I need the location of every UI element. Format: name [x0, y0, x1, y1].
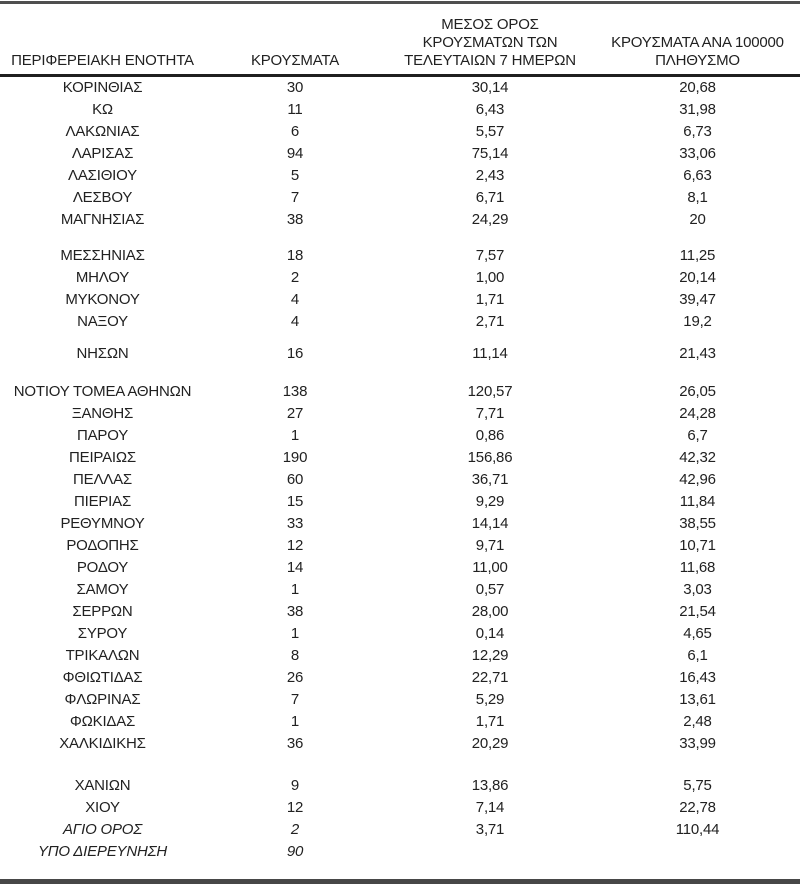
table-row — [0, 425, 800, 447]
column-header-region — [0, 52, 205, 70]
table-row — [0, 381, 800, 403]
table-row — [0, 797, 800, 819]
column-header-region-label: ΠΕΡΙΦΕΡΕΙΑΚΗ ΕΝΟΤΗΤΑ — [11, 52, 194, 69]
cases-cell: 190 — [282, 449, 308, 466]
per100k-cell: 6,1 — [687, 647, 708, 664]
cases-cell: 8 — [290, 647, 300, 664]
table-row — [0, 187, 800, 209]
per100k-cell: 38,55 — [679, 515, 716, 532]
table-row — [0, 645, 800, 667]
avg7-cell: 120,57 — [467, 383, 513, 400]
region-cell: ΠΕΛΛΑΣ — [73, 471, 132, 488]
region-cell: ΜΥΚΟΝΟΥ — [65, 291, 140, 308]
table-row — [0, 143, 800, 165]
region-cell: ΣΥΡΟΥ — [77, 625, 128, 642]
region-cell: ΦΘΙΩΤΙΔΑΣ — [62, 669, 143, 686]
per100k-cell: 39,47 — [679, 291, 716, 308]
cases-cell: 26 — [286, 669, 304, 686]
per100k-cell: 26,05 — [679, 383, 716, 400]
cases-cell: 6 — [290, 123, 300, 140]
table-row — [0, 343, 800, 365]
cases-cell: 94 — [286, 145, 304, 162]
bottom-border-bar — [0, 879, 800, 884]
table-row — [0, 289, 800, 311]
avg7-cell: 75,14 — [471, 145, 509, 162]
avg7-cell: 5,29 — [475, 691, 505, 708]
cases-cell: 38 — [286, 211, 304, 228]
avg7-cell: 0,57 — [475, 581, 505, 598]
column-header-per100k — [595, 34, 800, 70]
per100k-cell: 22,78 — [679, 799, 716, 816]
table-row — [0, 491, 800, 513]
cases-cell: 4 — [290, 313, 300, 330]
region-cell: ΝΟΤΙΟΥ ΤΟΜΕΑ ΑΘΗΝΩΝ — [13, 383, 192, 400]
region-cell: ΝΗΣΩΝ — [76, 345, 129, 362]
cases-cell: 38 — [286, 603, 304, 620]
column-header-cases — [205, 52, 385, 70]
avg7-cell: 7,71 — [475, 405, 505, 422]
cases-cell: 138 — [282, 383, 308, 400]
avg7-cell: 7,57 — [475, 247, 505, 264]
region-cell: ΛΕΣΒΟΥ — [72, 189, 133, 206]
table-row — [0, 403, 800, 425]
region-cell: ΚΩ — [92, 101, 113, 118]
cases-cell: 2 — [290, 821, 300, 838]
avg7-cell: 28,00 — [471, 603, 509, 620]
cases-cell: 15 — [286, 493, 304, 510]
avg7-cell: 3,71 — [475, 821, 505, 838]
per100k-cell: 10,71 — [679, 537, 716, 554]
region-cell: ΤΡΙΚΑΛΩΝ — [65, 647, 140, 664]
column-header-per100k-line2: ΠΛΗΘΥΣΜΟ — [655, 52, 740, 69]
per100k-cell: 19,2 — [683, 313, 712, 330]
table-row — [0, 267, 800, 289]
per100k-cell: 24,28 — [679, 405, 716, 422]
per100k-cell: 6,7 — [687, 427, 708, 444]
column-header-per100k-line1: ΚΡΟΥΣΜΑΤΑ ΑΝΑ 100000 — [611, 34, 784, 51]
per100k-cell: 42,32 — [679, 449, 716, 466]
region-cell: ΦΛΩΡΙΝΑΣ — [64, 691, 141, 708]
table-body — [0, 77, 800, 863]
cases-cell: 1 — [290, 713, 300, 730]
avg7-cell: 13,86 — [471, 777, 509, 794]
avg7-cell: 14,14 — [471, 515, 509, 532]
avg7-cell: 156,86 — [467, 449, 513, 466]
cases-cell: 1 — [290, 427, 300, 444]
region-cell: ΣΑΜΟΥ — [76, 581, 129, 598]
per100k-cell: 2,48 — [683, 713, 712, 730]
table-row — [0, 711, 800, 733]
cases-cell: 12 — [286, 799, 304, 816]
table-row — [0, 245, 800, 267]
column-header-avg7-line1: ΜΕΣΟΣ ΟΡΟΣ — [441, 16, 539, 33]
table-row — [0, 579, 800, 601]
avg7-cell: 6,71 — [475, 189, 505, 206]
per100k-cell: 20 — [689, 211, 706, 228]
region-cell: ΠΕΙΡΑΙΩΣ — [69, 449, 136, 466]
cases-cell: 11 — [287, 101, 303, 118]
region-cell: ΞΑΝΘΗΣ — [71, 405, 134, 422]
column-header-avg7 — [385, 16, 595, 70]
avg7-cell: 9,71 — [475, 537, 505, 554]
region-cell: ΝΑΞΟΥ — [77, 313, 128, 330]
per100k-cell: 33,06 — [679, 145, 716, 162]
region-cell: ΚΟΡΙΝΘΙΑΣ — [62, 79, 143, 96]
table-row — [0, 447, 800, 469]
cases-cell: 18 — [286, 247, 304, 264]
region-cell: ΑΓΙΟ ΟΡΟΣ — [62, 821, 143, 838]
region-cell: ΧΑΝΙΩΝ — [74, 777, 131, 794]
avg7-cell: 6,43 — [475, 101, 505, 118]
cases-cell: 14 — [286, 559, 304, 576]
table-row — [0, 513, 800, 535]
avg7-cell — [385, 841, 595, 863]
per100k-cell: 8,1 — [687, 189, 708, 206]
table-row — [0, 667, 800, 689]
avg7-cell: 7,14 — [475, 799, 505, 816]
avg7-cell: 36,71 — [471, 471, 509, 488]
per100k-cell: 11,25 — [679, 247, 716, 264]
table-row — [0, 841, 800, 863]
cases-cell: 60 — [286, 471, 304, 488]
region-cell: ΠΙΕΡΙΑΣ — [73, 493, 132, 510]
cases-cell: 5 — [290, 167, 300, 184]
per100k-cell: 11,84 — [679, 493, 716, 510]
per100k-cell: 6,63 — [683, 167, 712, 184]
avg7-cell: 1,71 — [475, 291, 505, 308]
avg7-cell: 9,29 — [475, 493, 505, 510]
table-row — [0, 99, 800, 121]
cases-cell: 30 — [286, 79, 304, 96]
region-cell: ΧΙΟΥ — [85, 799, 120, 816]
region-cell: ΠΑΡΟΥ — [76, 427, 129, 444]
cases-cell: 16 — [286, 345, 304, 362]
table-row — [0, 165, 800, 187]
column-header-cases-label: ΚΡΟΥΣΜΑΤΑ — [250, 52, 340, 69]
region-cell: ΡΟΔΟΠΗΣ — [66, 537, 139, 554]
table-row — [0, 535, 800, 557]
table-row — [0, 209, 800, 231]
table-row — [0, 469, 800, 491]
cases-cell: 1 — [290, 581, 300, 598]
avg7-cell: 0,86 — [475, 427, 505, 444]
cases-cell: 2 — [290, 269, 300, 286]
avg7-cell: 11,14 — [472, 345, 508, 362]
column-header-avg7-line3: ΤΕΛΕΥΤΑΙΩΝ 7 ΗΜΕΡΩΝ — [404, 52, 576, 69]
per100k-cell: 33,99 — [679, 735, 716, 752]
cases-cell: 90 — [286, 843, 304, 860]
table-row — [0, 557, 800, 579]
region-cell: ΛΑΚΩΝΙΑΣ — [65, 123, 140, 140]
region-cell: ΦΩΚΙΔΑΣ — [69, 713, 136, 730]
table-row — [0, 601, 800, 623]
per100k-cell: 5,75 — [683, 777, 712, 794]
region-cell: ΜΕΣΣΗΝΙΑΣ — [60, 247, 145, 264]
per100k-cell: 13,61 — [679, 691, 716, 708]
per100k-cell: 31,98 — [679, 101, 716, 118]
per100k-cell: 11,68 — [679, 559, 716, 576]
cases-cell: 33 — [286, 515, 304, 532]
cases-cell: 1 — [290, 625, 300, 642]
avg7-cell: 5,57 — [475, 123, 505, 140]
table-row — [0, 623, 800, 645]
avg7-cell: 22,71 — [471, 669, 509, 686]
table-row — [0, 77, 800, 99]
table-row — [0, 689, 800, 711]
avg7-cell: 1,71 — [475, 713, 505, 730]
avg7-cell: 11,00 — [472, 559, 508, 576]
per100k-cell: 21,43 — [679, 345, 716, 362]
avg7-cell: 12,29 — [471, 647, 509, 664]
region-cell: ΣΕΡΡΩΝ — [72, 603, 133, 620]
cases-cell: 4 — [290, 291, 300, 308]
avg7-cell: 2,71 — [475, 313, 505, 330]
per100k-cell: 16,43 — [679, 669, 716, 686]
region-cell: ΧΑΛΚΙΔΙΚΗΣ — [59, 735, 146, 752]
per100k-cell: 21,54 — [679, 603, 716, 620]
table-row — [0, 775, 800, 797]
per100k-cell: 110,44 — [675, 821, 720, 838]
region-cell: ΛΑΡΙΣΑΣ — [71, 145, 134, 162]
per100k-cell: 20,68 — [679, 79, 716, 96]
avg7-cell: 1,00 — [475, 269, 505, 286]
table-row — [0, 121, 800, 143]
region-cell: ΛΑΣΙΘΙΟΥ — [68, 167, 137, 184]
cases-cell: 27 — [286, 405, 304, 422]
avg7-cell: 0,14 — [475, 625, 505, 642]
per100k-cell: 20,14 — [679, 269, 716, 286]
region-cell: ΜΑΓΝΗΣΙΑΣ — [60, 211, 145, 228]
table-row — [0, 311, 800, 333]
per100k-cell: 6,73 — [683, 123, 712, 140]
cases-cell: 9 — [290, 777, 300, 794]
cases-cell: 12 — [286, 537, 304, 554]
region-cell: ΡΟΔΟΥ — [76, 559, 129, 576]
cases-cell: 7 — [290, 691, 300, 708]
per100k-cell — [595, 841, 800, 863]
per100k-cell: 3,03 — [683, 581, 712, 598]
region-cell: ΜΗΛΟΥ — [75, 269, 130, 286]
avg7-cell: 30,14 — [471, 79, 509, 96]
avg7-cell: 20,29 — [471, 735, 509, 752]
cases-cell: 36 — [286, 735, 304, 752]
cases-cell: 7 — [290, 189, 300, 206]
region-cell: ΡΕΘΥΜΝΟΥ — [60, 515, 145, 532]
avg7-cell: 2,43 — [475, 167, 505, 184]
avg7-cell: 24,29 — [471, 211, 509, 228]
per100k-cell: 42,96 — [679, 471, 716, 488]
per100k-cell: 4,65 — [683, 625, 712, 642]
table-row — [0, 733, 800, 755]
table-row — [0, 819, 800, 841]
column-header-avg7-line2: ΚΡΟΥΣΜΑΤΩΝ ΤΩΝ — [422, 34, 558, 51]
table-header — [0, 4, 800, 77]
region-cell: ΥΠΟ ΔΙΕΡΕΥΝΗΣΗ — [37, 843, 168, 860]
